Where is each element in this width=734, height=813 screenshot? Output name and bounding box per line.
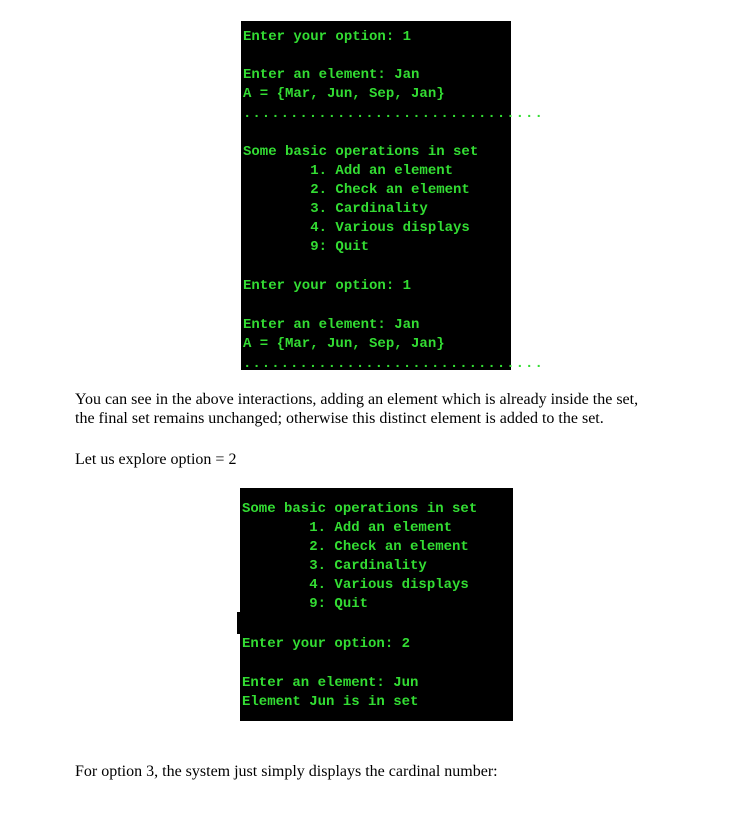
- console-line: Element Jun is in set: [242, 694, 419, 710]
- console-line: A = {Mar, Jun, Sep, Jan}: [243, 336, 445, 352]
- console-menu-item: 2. Check an element: [243, 182, 470, 198]
- console-menu-item: 1. Add an element: [243, 163, 454, 179]
- console-screenshot-1: [241, 21, 544, 372]
- console-menu-item: 9: Quit: [243, 239, 370, 255]
- paragraph-line: the final set remains unchanged; otherwise this distinct element is added to the set.: [75, 410, 604, 427]
- console-line: Some basic operations in set: [242, 501, 478, 517]
- console-line: Enter your option: 1: [243, 29, 412, 45]
- console-line: Some basic operations in set: [243, 144, 479, 160]
- console-menu-item: 4. Various displays: [243, 220, 470, 236]
- paragraph-text: Let us explore option = 2: [75, 451, 237, 468]
- console-menu-item: 9: Quit: [242, 596, 369, 612]
- console-line: Enter an element: Jan: [243, 317, 420, 333]
- console-line: A = {Mar, Jun, Sep, Jan}: [243, 86, 445, 102]
- console-line: Enter an element: Jan: [243, 67, 420, 83]
- console-menu-item: 2. Check an element: [242, 539, 469, 555]
- console-menu-item: 1. Add an element: [242, 520, 453, 536]
- console-line: Enter your option: 2: [242, 636, 411, 652]
- console-line: Enter your option: 1: [243, 278, 412, 294]
- console-separator: ................................: [243, 106, 544, 122]
- console-screenshot-2: [240, 488, 513, 721]
- paragraph-line: You can see in the above interactions, adding an element which is already inside the set,: [75, 391, 639, 408]
- console-menu-item: 3. Cardinality: [243, 201, 428, 217]
- console-menu-item: 3. Cardinality: [242, 558, 427, 574]
- console-menu-item: 4. Various displays: [242, 577, 469, 593]
- paragraph-text: For option 3, the system just simply displays the cardinal number:: [75, 763, 498, 780]
- console-line: Enter an element: Jun: [242, 675, 419, 691]
- console-separator: ................................: [243, 356, 544, 372]
